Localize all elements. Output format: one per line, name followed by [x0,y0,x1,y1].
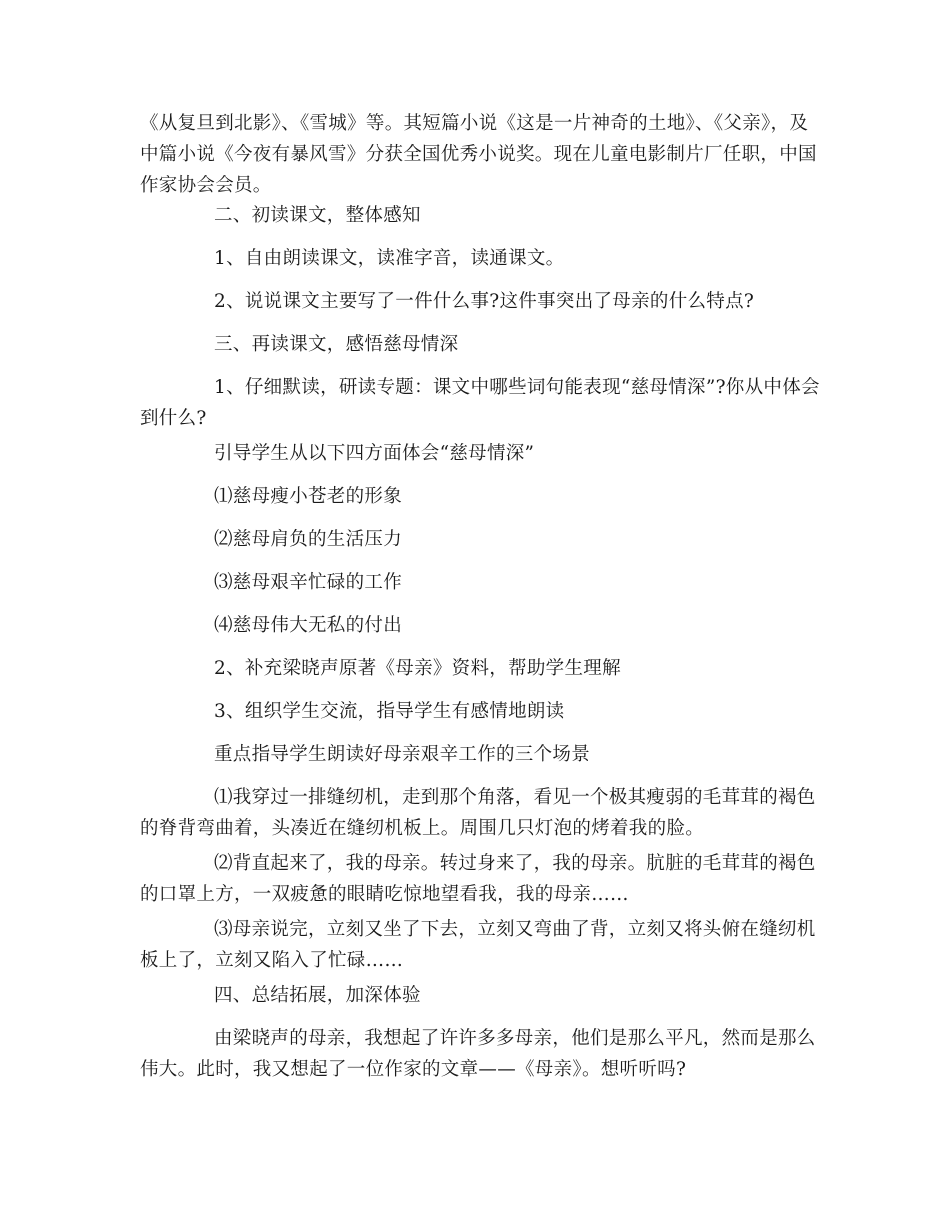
paragraph: 引导学生从以下四方面体会“慈母情深” [214,443,535,464]
paragraph: 1、仔细默读，研读专题：课文中哪些词句能表现“慈母情深”?你从中体会到什么? [140,377,820,429]
paragraph: 重点指导学生朗读好母亲艰辛工作的三个场景 [214,744,591,765]
paragraph: 2、说说课文主要写了一件什么事?这件事突出了母亲的什么特点? [214,291,755,312]
section-heading-4: 四、总结拓展，加深体验 [214,985,421,1006]
section-heading-3: 三、再读课文，感悟慈母情深 [214,334,459,355]
quote-scene: ⑶母亲说完，立刻又坐了下去，立刻又弯曲了背，立刻又将头俯在缝纫机板上了，立刻又陷入了忙碌…… [140,919,816,971]
list-item: ⑴慈母瘦小苍老的形象 [214,486,403,507]
paragraph: 由梁晓声的母亲，我想起了许许多多母亲，他们是那么平凡，然而是那么伟大。此时，我又想起了一位作家的文章——《母亲》。想听听吗? [140,1028,816,1080]
section-heading-2: 二、初读课文，整体感知 [214,205,421,226]
list-item: ⑶慈母艰辛忙碌的工作 [214,572,403,593]
paragraph-author-intro-continued: 《从复旦到北影》、《雪城》等。其短篇小说《这是一片神奇的土地》、《父亲》，及中篇小说《今夜有暴风雪》分获全国优秀小说奖。现在儿童电影制片厂任职，中国作家协会会员。 [140,113,817,196]
paragraph: 3、组织学生交流，指导学生有感情地朗读 [214,701,565,722]
quote-scene: ⑴我穿过一排缝纫机，走到那个角落，看见一个极其瘦弱的毛茸茸的褐色的脊背弯曲着，头凑近在缝纫机板上。周围几只灯泡的烤着我的脸。 [140,787,816,839]
paragraph: 1、自由朗读课文，读准字音，读通课文。 [214,248,565,269]
list-item: ⑷慈母伟大无私的付出 [214,615,403,636]
paragraph: 2、补充梁晓声原著《母亲》资料，帮助学生理解 [214,658,621,679]
list-item: ⑵慈母肩负的生活压力 [214,529,403,550]
quote-scene: ⑵背直起来了，我的母亲。转过身来了，我的母亲。肮脏的毛茸茸的褐色的口罩上方，一双疲惫的眼睛吃惊地望看我，我的母亲…… [140,853,816,905]
